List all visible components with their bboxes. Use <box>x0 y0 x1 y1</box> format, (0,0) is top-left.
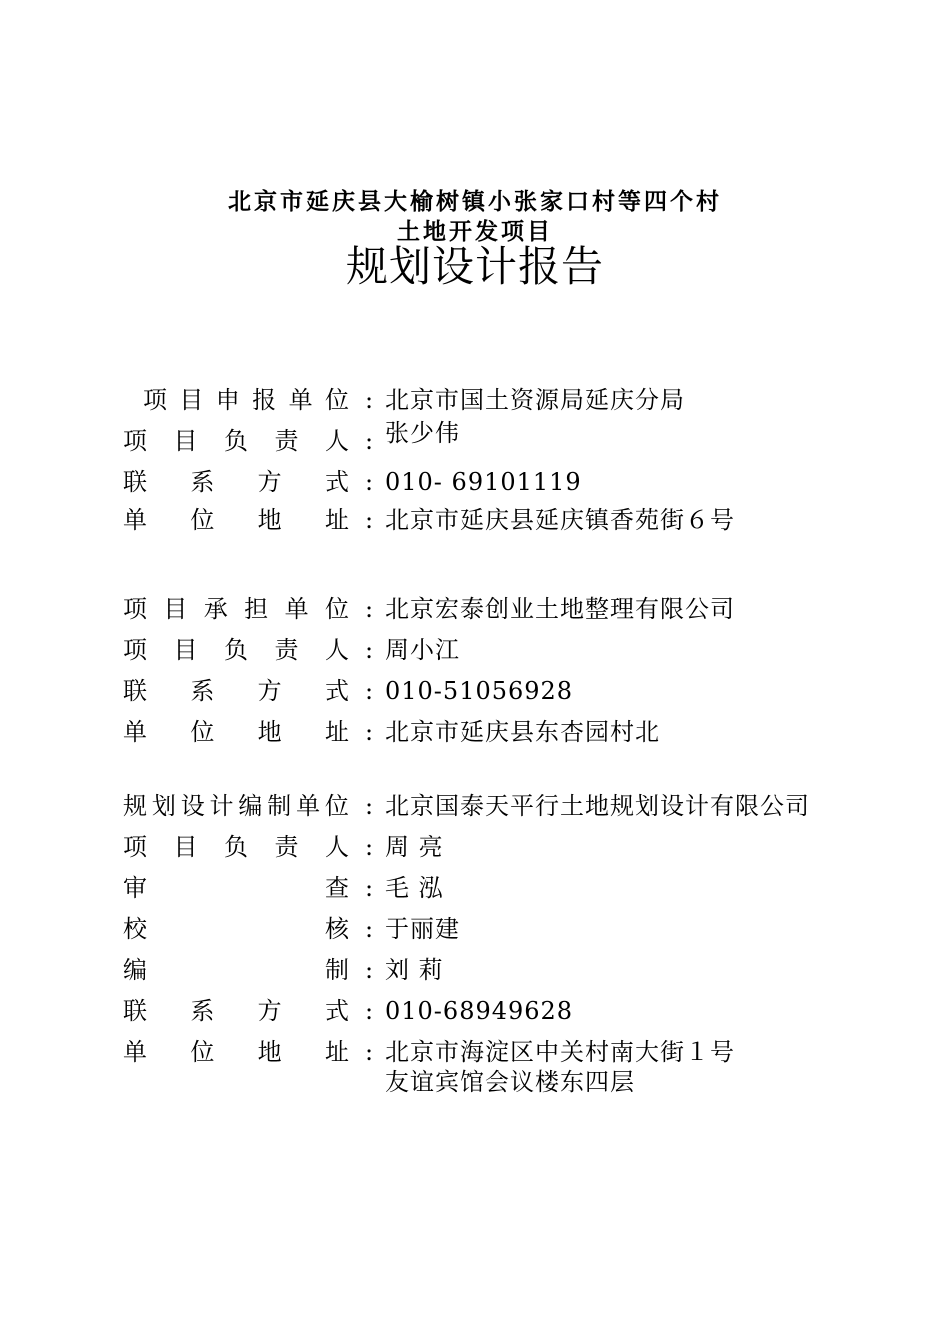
row-colon: : <box>365 506 374 534</box>
row-label: 单 位 地 址 <box>123 718 349 746</box>
row-value: 010- 69101119 <box>385 468 582 496</box>
info-row <box>123 465 883 499</box>
row-label: 联 系 方 式 <box>123 677 349 705</box>
page-title: 规划设计报告 <box>345 242 604 291</box>
info-row <box>123 633 883 667</box>
info-row <box>123 830 883 864</box>
row-colon: : <box>365 1038 374 1066</box>
info-row <box>123 419 883 458</box>
row-colon: : <box>365 792 374 820</box>
title-line-1: 北京市延庆县大榆树镇小张家口村等四个村 <box>228 188 722 215</box>
row-colon: : <box>365 956 374 984</box>
row-value: 010-68949628 <box>385 997 574 1025</box>
row-colon: : <box>365 427 374 455</box>
row-value: 于丽建 <box>385 915 460 943</box>
row-colon: : <box>365 874 374 902</box>
row-label: 审 查 <box>123 874 349 902</box>
info-row <box>123 871 883 905</box>
row-colon: : <box>365 595 374 623</box>
row-label: 联 系 方 式 <box>123 468 349 496</box>
info-row <box>123 994 883 1028</box>
row-value: 北京宏泰创业土地整理有限公司 <box>385 595 735 623</box>
row-colon: : <box>365 386 374 414</box>
row-value: 010-51056928 <box>385 677 574 705</box>
row-value: 张少伟 <box>385 419 460 447</box>
row-label: 项 目 负 责 人 <box>123 636 349 664</box>
row-colon: : <box>365 718 374 746</box>
row-value: 毛 泓 <box>385 874 444 902</box>
row-label: 项 目 承 担 单 位 <box>123 595 349 623</box>
row-value: 北京市海淀区中关村南大街１号 <box>385 1038 735 1066</box>
row-label: 校 核 <box>123 915 349 943</box>
row-label: 单 位 地 址 <box>123 506 349 534</box>
row-label: 联 系 方 式 <box>123 997 349 1025</box>
info-row <box>123 592 883 626</box>
row-colon: : <box>365 636 374 664</box>
row-value: 北京国泰天平行土地规划设计有限公司 <box>385 792 810 820</box>
row-label: 规 划 设 计 编 制 单 位 <box>123 792 349 820</box>
info-row <box>123 383 883 417</box>
row-value: 刘 莉 <box>385 956 444 984</box>
title-line-2: 土地开发项目 <box>397 218 553 245</box>
info-row <box>123 674 883 708</box>
info-row <box>123 953 883 987</box>
row-colon: : <box>365 677 374 705</box>
row-label: 单 位 地 址 <box>123 1038 349 1066</box>
row-value: 北京市延庆县延庆镇香苑街６号 <box>385 506 735 534</box>
row-label: 项 目 负 责 人 <box>123 833 349 861</box>
row-label: 编 制 <box>123 956 349 984</box>
row-value: 北京市国土资源局延庆分局 <box>385 386 685 414</box>
row-value-continued: 友谊宾馆会议楼东四层 <box>385 1068 635 1096</box>
info-row <box>123 715 883 749</box>
info-row <box>123 503 883 537</box>
row-label: 项 目 申 报 单 位 <box>143 386 349 414</box>
row-value: 周 亮 <box>385 833 444 861</box>
info-row <box>123 912 883 946</box>
row-colon: : <box>365 468 374 496</box>
row-value: 周小江 <box>385 636 460 664</box>
info-row <box>123 789 883 823</box>
row-label: 项 目 负 责 人 <box>123 427 349 455</box>
row-colon: : <box>365 915 374 943</box>
row-colon: : <box>365 997 374 1025</box>
row-colon: : <box>365 833 374 861</box>
info-row <box>123 1035 883 1096</box>
row-value: 北京市延庆县东杏园村北 <box>385 718 660 746</box>
